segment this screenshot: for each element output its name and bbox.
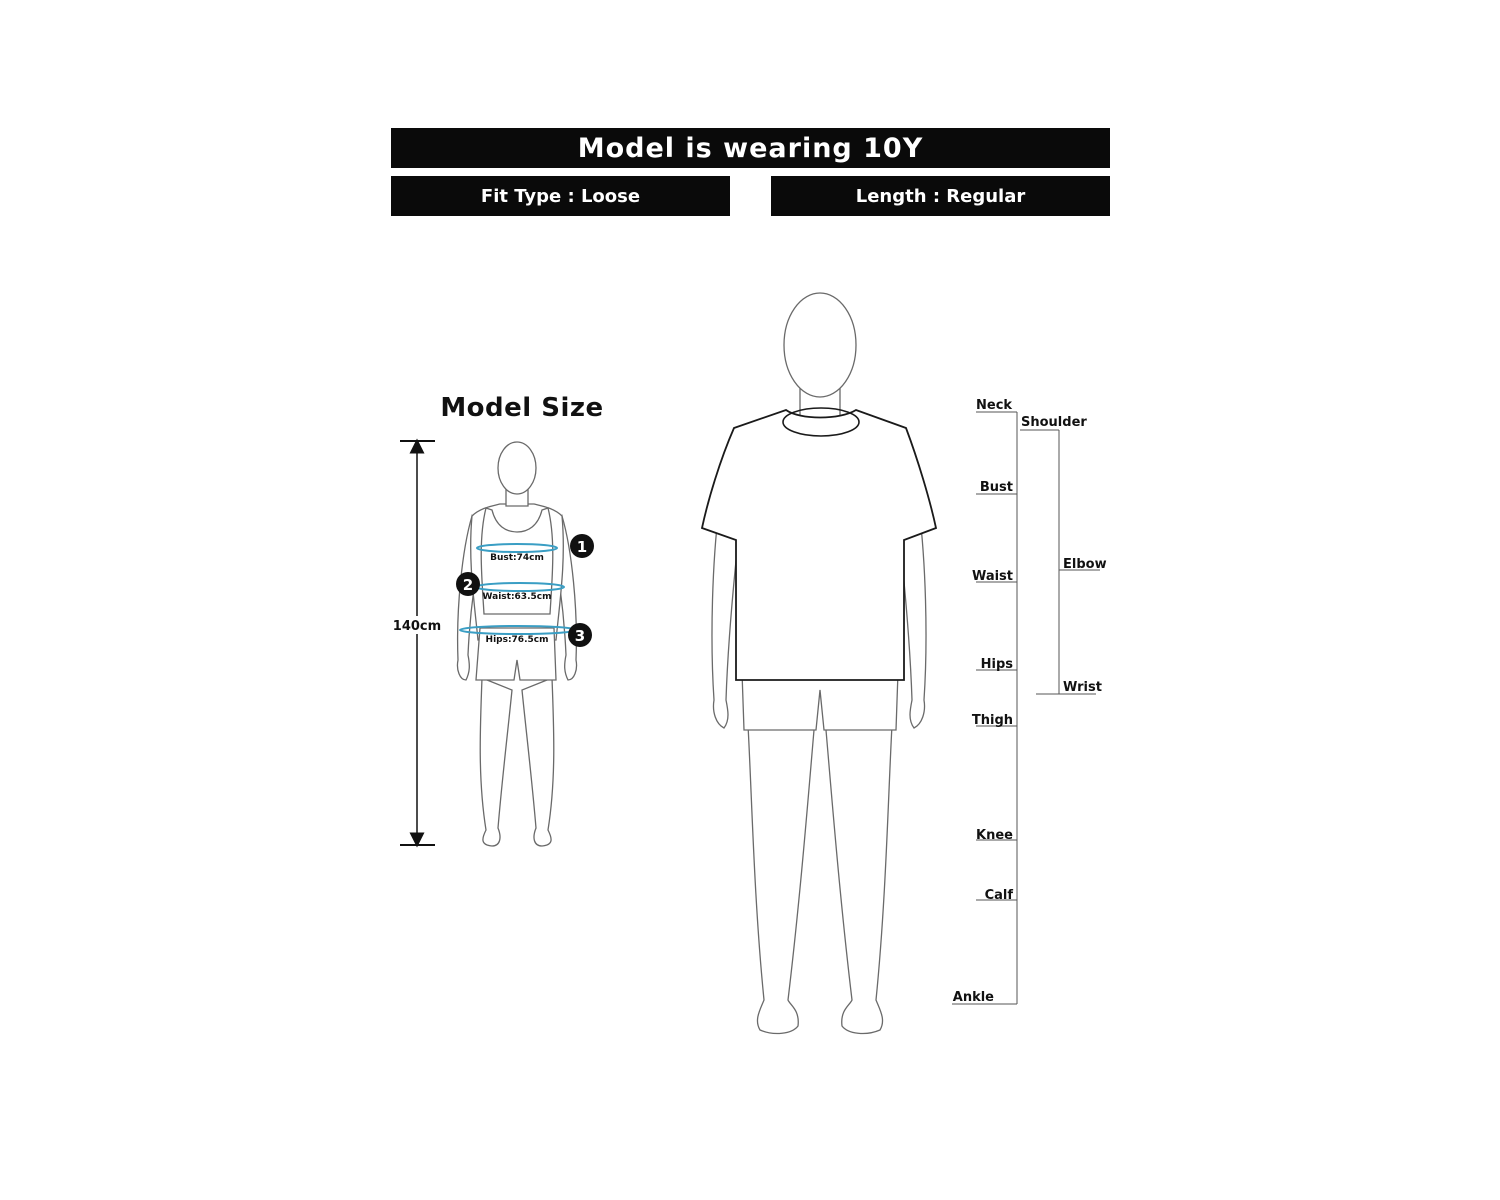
label-shoulder: Shoulder xyxy=(1021,415,1087,430)
length-text: Length : Regular xyxy=(855,185,1026,207)
bust-badge xyxy=(570,534,594,558)
title-text: Model is wearing 10Y xyxy=(577,132,924,164)
large-model-figure xyxy=(702,293,936,1033)
waist-measure-label: Waist:63.5cm xyxy=(482,592,552,602)
hips-badge xyxy=(568,623,592,647)
bust-badge-number: 1 xyxy=(576,538,588,556)
height-indicator xyxy=(392,441,442,845)
bust-measure-label: Bust:74cm xyxy=(490,553,544,563)
fit-type-text: Fit Type : Loose xyxy=(480,185,641,207)
label-hips: Hips xyxy=(980,657,1013,672)
label-thigh: Thigh xyxy=(971,713,1013,728)
label-waist: Waist xyxy=(971,569,1013,584)
label-elbow: Elbow xyxy=(1063,557,1107,572)
label-ankle: Ankle xyxy=(952,990,994,1005)
waist-badge-number: 2 xyxy=(462,576,474,594)
body-point-guides xyxy=(952,412,1100,1004)
height-label: 140cm xyxy=(392,619,442,634)
hips-measure-label: Hips:76.5cm xyxy=(485,635,549,645)
label-knee: Knee xyxy=(976,828,1013,843)
label-bust: Bust xyxy=(979,480,1013,495)
label-neck: Neck xyxy=(976,398,1013,413)
model-size-heading: Model Size xyxy=(440,393,604,423)
hips-badge-number: 3 xyxy=(574,627,586,645)
small-model-figure xyxy=(456,442,594,846)
label-wrist: Wrist xyxy=(1063,680,1102,695)
label-calf: Calf xyxy=(984,888,1013,903)
waist-badge xyxy=(456,572,480,596)
